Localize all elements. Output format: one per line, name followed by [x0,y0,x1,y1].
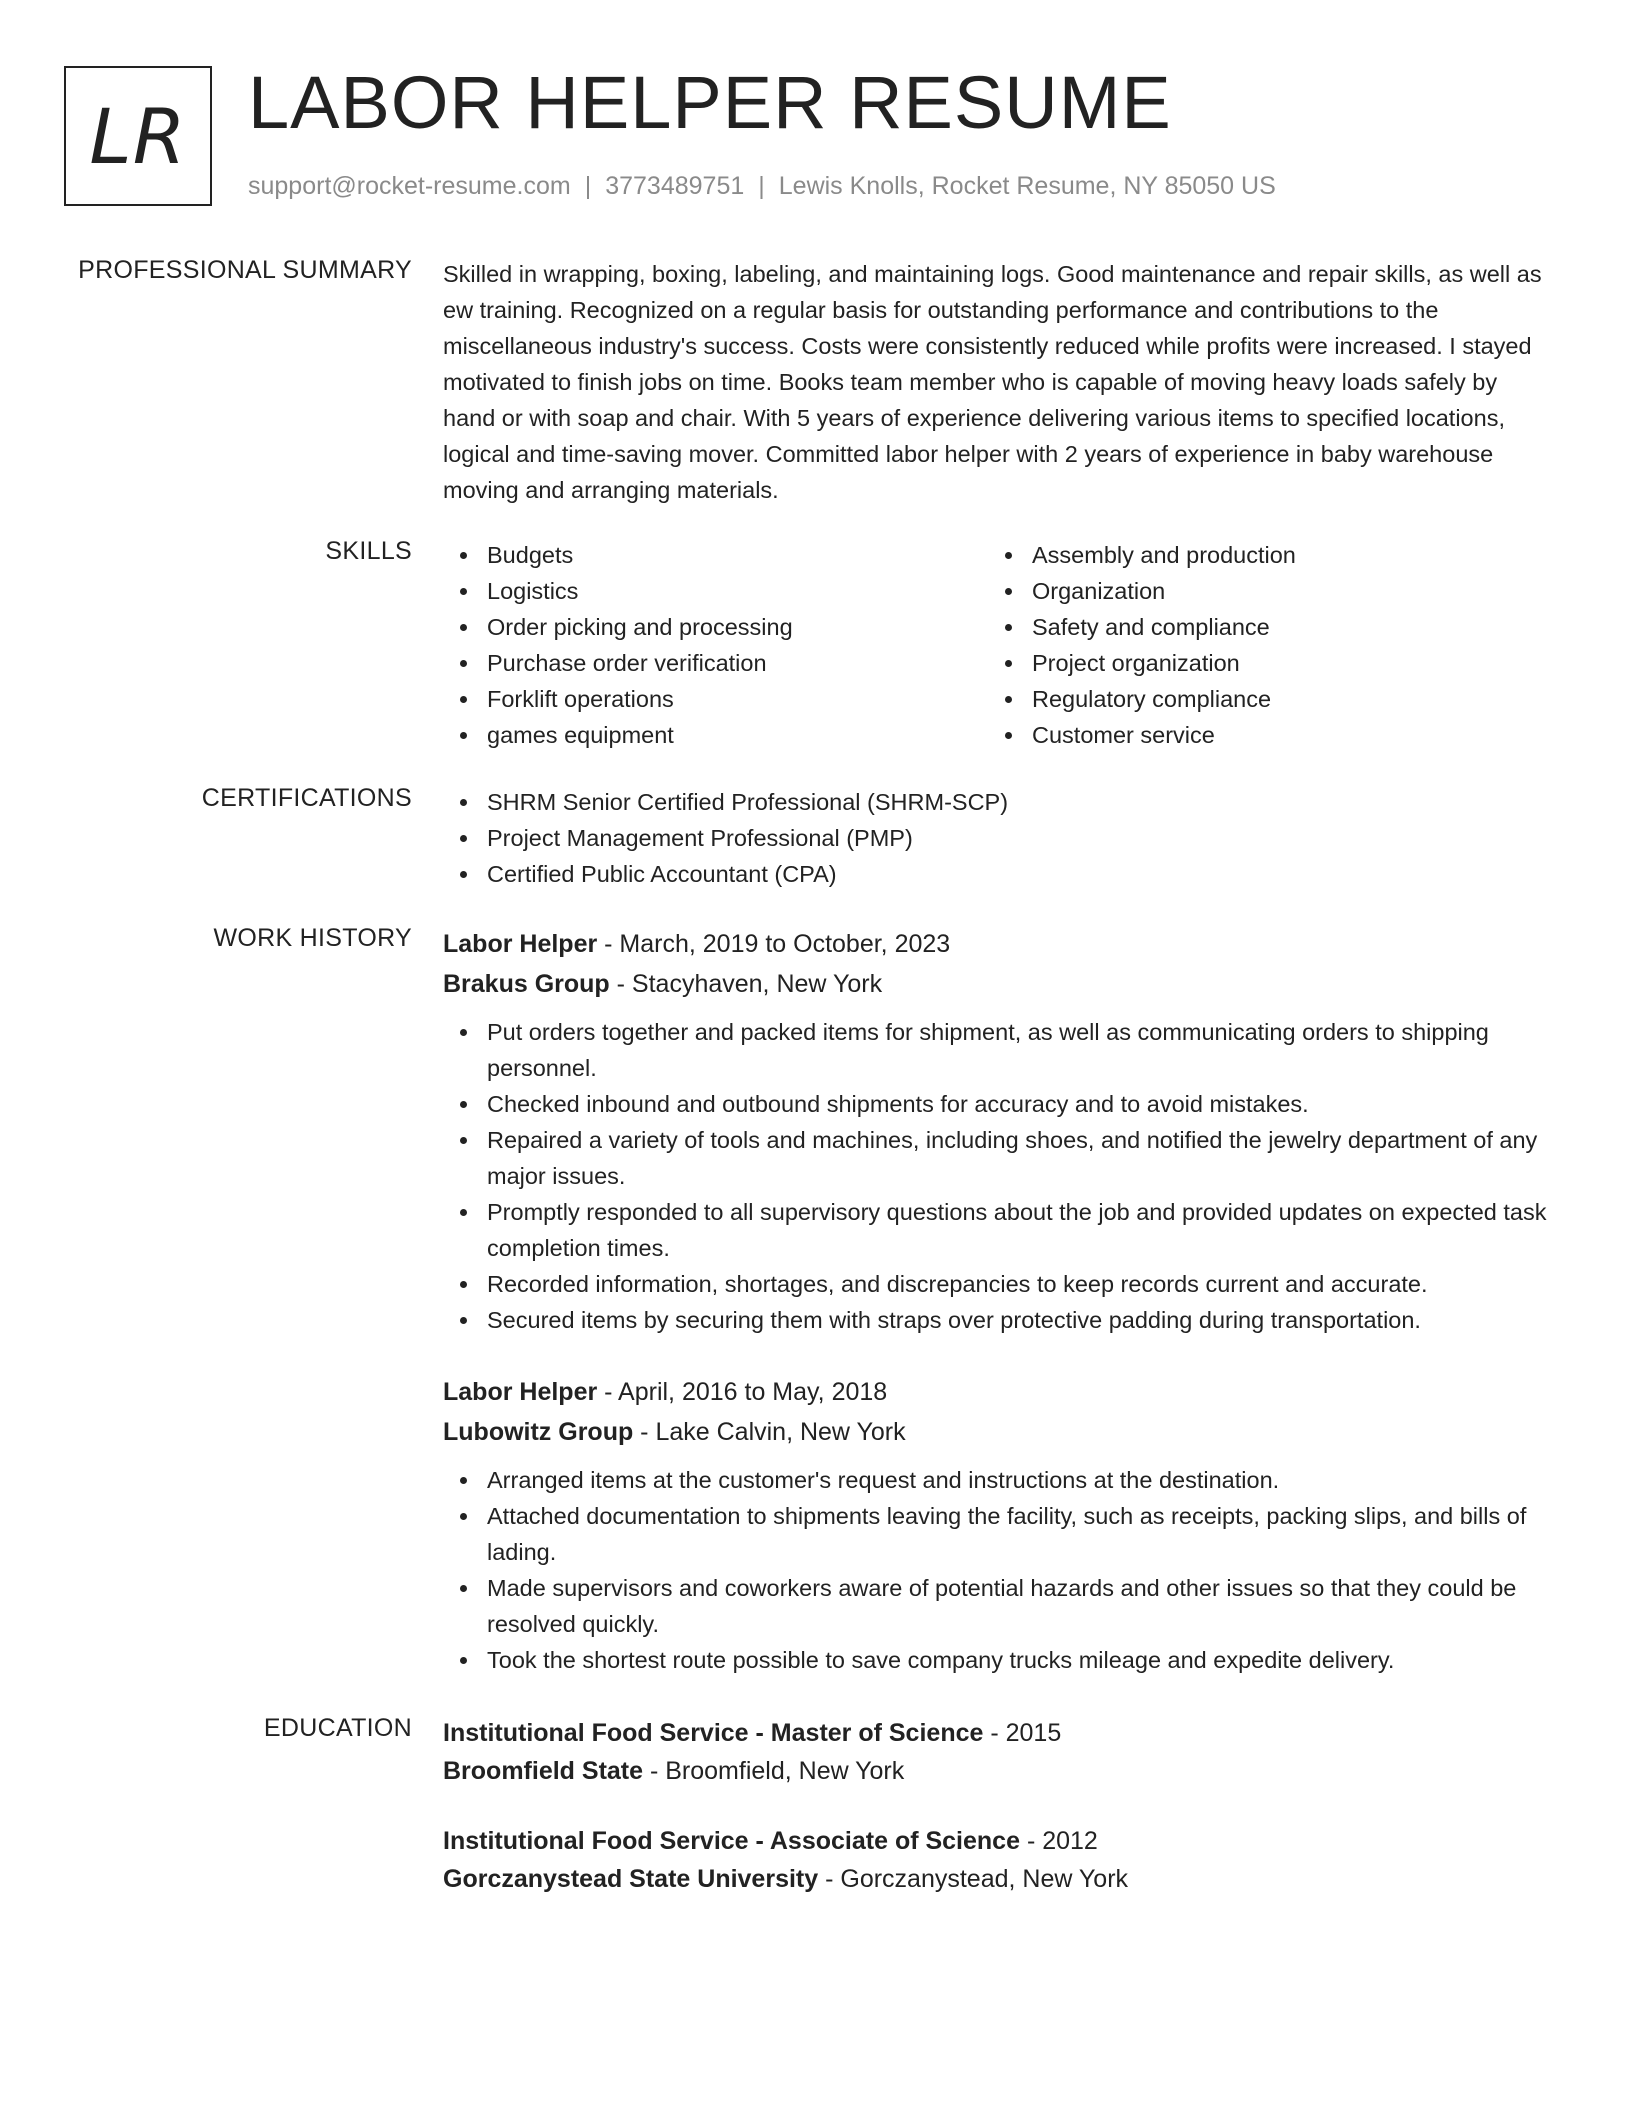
skill-item: Order picking and processing [443,609,988,645]
job-title-line [443,1372,1553,1412]
education-entry [443,1714,1553,1790]
job-location: - Stacyhaven, New York [609,970,883,998]
page-title: LABOR HELPER RESUME [248,61,1172,144]
education-school: Broomfield State [443,1757,644,1785]
skill-item: Project organization [988,645,1533,681]
job-company: Brakus Group [443,970,610,998]
job-duty: Took the shortest route possible to save company trucks mileage and expedite delivery. [443,1642,1553,1678]
work-history-body [443,924,1553,1678]
job-title-line [443,924,1553,964]
skill-item: Customer service [988,717,1533,753]
certification-item: SHRM Senior Certified Professional (SHRM-SCP) [443,784,1553,820]
skills-list-right [988,537,1533,753]
skills-body [443,537,1553,753]
skill-item: Purchase order verification [443,645,988,681]
job-duty: Checked inbound and outbound shipments for accuracy and to avoid mistakes. [443,1086,1553,1122]
job-company-line [443,1412,1553,1452]
skill-item: Organization [988,573,1533,609]
certifications-body [443,784,1553,892]
skill-item: Assembly and production [988,537,1533,573]
job-title: Labor Helper [443,1378,598,1406]
job-dates: - April, 2016 to May, 2018 [597,1378,888,1406]
skill-item: Logistics [443,573,988,609]
skill-item: Regulatory compliance [988,681,1533,717]
contact-address: Lewis Knolls, Rocket Resume, NY 85050 US [778,172,1276,200]
job-title: Labor Helper [443,930,598,958]
education-school-line [443,1860,1553,1898]
skill-item: Safety and compliance [988,609,1533,645]
job-duty: Put orders together and packed items for shipment, as well as communicating orders to shipping personnel. [443,1014,1553,1086]
education-degree: Institutional Food Service - Associate of Science [443,1827,1020,1855]
job-company: Lubowitz Group [443,1418,634,1446]
certifications-list [443,784,1553,892]
skill-item: games equipment [443,717,988,753]
skill-item: Forklift operations [443,681,988,717]
certification-item: Certified Public Accountant (CPA) [443,856,1553,892]
education-location: - Broomfield, New York [643,1757,905,1785]
skills-list-left [443,537,988,753]
section-label: CERTIFICATIONS [201,784,412,812]
certification-item: Project Management Professional (PMP) [443,820,1553,856]
job-duty: Arranged items at the customer's request and instructions at the destination. [443,1462,1553,1498]
job-duty: Secured items by securing them with straps over protective padding during transportation. [443,1302,1553,1338]
contact-line [248,172,1276,201]
job-duties-list [443,1014,1553,1338]
contact-separator: | [758,172,765,200]
job-duty: Attached documentation to shipments leaving the facility, such as receipts, packing slips, and bills of lading. [443,1498,1553,1570]
resume-header [64,61,1564,210]
education-degree-line [443,1822,1553,1860]
monogram-logo [64,66,212,206]
job-duty: Recorded information, shortages, and discrepancies to keep records current and accurate. [443,1266,1553,1302]
education-school-line [443,1752,1553,1790]
job-duties-list [443,1462,1553,1678]
education-location: - Gorczanystead, New York [818,1865,1129,1893]
education-body [443,1714,1553,1898]
skill-item: Budgets [443,537,988,573]
education-degree: Institutional Food Service - Master of Science [443,1719,984,1747]
education-entry [443,1822,1553,1898]
education-year: - 2012 [1020,1827,1098,1855]
contact-phone[interactable]: 3773489751 [605,172,745,200]
contact-separator: | [584,172,592,200]
job-duty: Promptly responded to all supervisory questions about the job and provided updates on expected task completion times. [443,1194,1553,1266]
job-duty: Made supervisors and coworkers aware of potential hazards and other issues so that they could be resolved quickly. [443,1570,1553,1642]
job-location: - Lake Calvin, New York [633,1418,906,1446]
job-company-line [443,964,1553,1004]
education-degree-line [443,1714,1553,1752]
contact-email[interactable]: support@rocket-resume.com [248,172,571,200]
section-label: SKILLS [325,537,412,565]
section-label: EDUCATION [263,1714,412,1742]
education-year: - 2015 [983,1719,1062,1747]
section-label: WORK HISTORY [213,924,412,952]
job-entry [443,1372,1553,1678]
summary-body [443,256,1553,508]
job-entry [443,924,1553,1338]
monogram-initials: LR [89,91,187,181]
section-label: PROFESSIONAL SUMMARY [78,256,412,284]
job-duty: Repaired a variety of tools and machines, including shoes, and notified the jewelry department of any major issues. [443,1122,1553,1194]
education-school: Gorczanystead State University [443,1865,819,1893]
summary-text: Skilled in wrapping, boxing, labeling, and maintaining logs. Good maintenance and repair skills, as well as ew training. Recognized on a regular basis for outstanding performance and contributions to the miscellaneous industry's success. Costs were consistently reduced while profits were increased. I stayed motivated to finish jobs on time. Books team member who is capable of moving heavy loads safely by hand or with soap and chair. With 5 years of experience delivering various items to specified locations, logical and time-saving mover. Committed labor helper with 2 years of experience in baby warehouse moving and arranging materials. [443,261,1542,503]
job-dates: - March, 2019 to October, 2023 [597,930,951,958]
